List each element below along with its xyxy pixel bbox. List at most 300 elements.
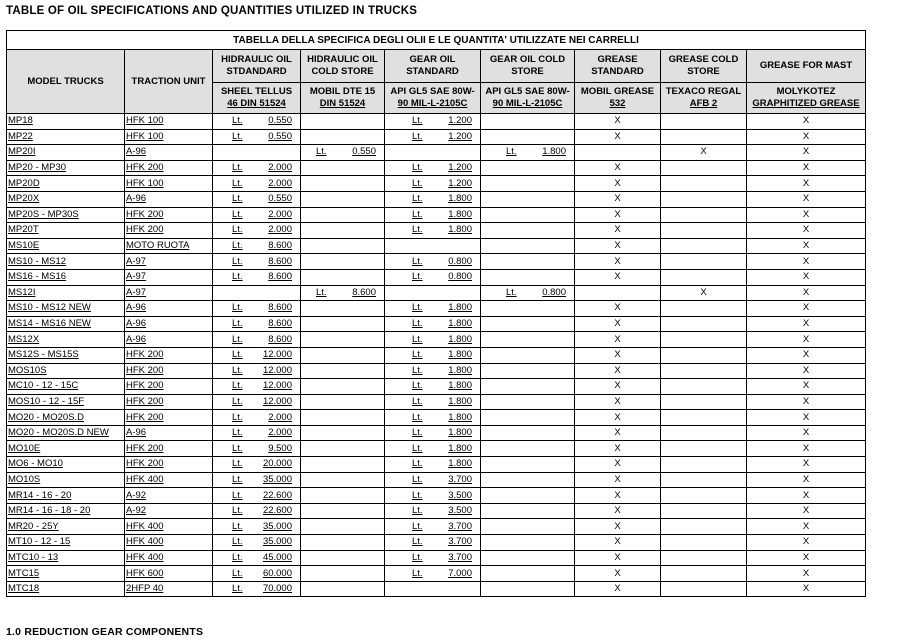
quantity-value: 0.800 xyxy=(448,255,472,267)
unit-label: Lt. xyxy=(412,427,423,439)
cell-h-std xyxy=(213,238,301,254)
table-row xyxy=(7,238,866,254)
table-row xyxy=(7,363,866,379)
header-line: 90 MIL-L-2105C xyxy=(397,98,468,109)
unit-label: Lt. xyxy=(412,333,423,345)
cell-gr-std xyxy=(575,191,661,207)
unit-label: Lt. xyxy=(232,536,243,548)
check-mark: X xyxy=(802,349,810,361)
header-col-1-title xyxy=(301,50,385,83)
header-line: STANDARD xyxy=(406,66,459,77)
cell-gr-std xyxy=(575,457,661,473)
cell-g-std xyxy=(385,457,481,473)
cell-h-std xyxy=(213,550,301,566)
cell-g-cold xyxy=(481,503,575,519)
cell-mast xyxy=(747,238,866,254)
table-row xyxy=(7,503,866,519)
quantity-value: 45.000 xyxy=(262,551,292,563)
cell-gr-cold xyxy=(661,316,747,332)
cell-g-cold xyxy=(481,301,575,317)
check-mark: X xyxy=(802,302,810,314)
cell-traction: HFK 200 xyxy=(125,394,213,410)
quantity-value: 3.700 xyxy=(448,551,472,563)
cell-gr-cold xyxy=(661,223,747,239)
cell-mast xyxy=(747,441,866,457)
cell-h-std xyxy=(213,316,301,332)
check-mark: X xyxy=(802,224,810,236)
cell-gr-cold xyxy=(661,114,747,130)
unit-label: Lt. xyxy=(506,286,517,298)
cell-mast xyxy=(747,363,866,379)
cell-mast xyxy=(747,472,866,488)
cell-g-cold xyxy=(481,254,575,270)
cell-g-cold xyxy=(481,207,575,223)
header-line: MOBIL GREASE xyxy=(580,86,655,97)
check-mark: X xyxy=(802,551,810,563)
section-title: 1.0 REDUCTION GEAR COMPONENTS xyxy=(6,626,204,638)
cell-h-std xyxy=(213,223,301,239)
table-row xyxy=(7,535,866,551)
cell-traction: A-97 xyxy=(125,269,213,285)
cell-gr-std xyxy=(575,363,661,379)
unit-label: Lt. xyxy=(506,146,517,158)
oil-spec-table xyxy=(6,30,866,597)
unit-label: Lt. xyxy=(232,489,243,501)
table-row xyxy=(7,176,866,192)
cell-h-cold xyxy=(301,519,385,535)
cell-model: MTC10 - 13 xyxy=(7,550,125,566)
cell-g-cold xyxy=(481,425,575,441)
cell-g-cold xyxy=(481,363,575,379)
quantity-value: 1.800 xyxy=(448,333,472,345)
cell-gr-cold xyxy=(661,160,747,176)
check-mark: X xyxy=(802,489,810,501)
cell-mast xyxy=(747,519,866,535)
check-mark: X xyxy=(802,162,810,174)
table-row xyxy=(7,488,866,504)
unit-label: Lt. xyxy=(412,224,423,236)
header-line: GEAR OIL xyxy=(409,54,456,65)
check-mark: X xyxy=(614,302,621,314)
cell-g-std xyxy=(385,425,481,441)
cell-h-cold xyxy=(301,129,385,145)
cell-g-cold xyxy=(481,114,575,130)
cell-mast xyxy=(747,550,866,566)
cell-mast xyxy=(747,410,866,426)
cell-mast xyxy=(747,207,866,223)
quantity-value: 1.800 xyxy=(448,318,472,330)
cell-h-std xyxy=(213,535,301,551)
cell-h-std xyxy=(213,191,301,207)
quantity-value: 1.200 xyxy=(448,162,472,174)
cell-h-std xyxy=(213,441,301,457)
header-line: 46 DIN 51524 xyxy=(227,98,286,109)
cell-gr-std xyxy=(575,129,661,145)
cell-h-std xyxy=(213,176,301,192)
table-row xyxy=(7,410,866,426)
table-row xyxy=(7,269,866,285)
cell-g-cold xyxy=(481,379,575,395)
quantity-value: 2.000 xyxy=(268,208,292,220)
cell-mast xyxy=(747,285,866,301)
check-mark: X xyxy=(614,427,621,439)
quantity-value: 1.800 xyxy=(448,302,472,314)
cell-h-std xyxy=(213,379,301,395)
cell-gr-std xyxy=(575,425,661,441)
check-mark: X xyxy=(802,427,810,439)
cell-gr-std xyxy=(575,394,661,410)
check-mark: X xyxy=(802,567,810,579)
header-line: COLD STORE xyxy=(311,66,374,77)
cell-g-cold xyxy=(481,332,575,348)
cell-gr-cold xyxy=(661,379,747,395)
unit-label: Lt. xyxy=(316,146,327,158)
table-row xyxy=(7,301,866,317)
cell-g-cold xyxy=(481,410,575,426)
table-row xyxy=(7,425,866,441)
cell-h-cold xyxy=(301,581,385,597)
check-mark: X xyxy=(802,271,810,283)
check-mark: X xyxy=(614,536,621,548)
unit-label: Lt. xyxy=(412,364,423,376)
table-row xyxy=(7,145,866,161)
unit-label: Lt. xyxy=(412,130,423,142)
cell-model: MS10E xyxy=(7,238,125,254)
quantity-value: 0.550 xyxy=(268,115,292,127)
unit-label: Lt. xyxy=(412,318,423,330)
cell-h-std xyxy=(213,114,301,130)
cell-model: MO10S xyxy=(7,472,125,488)
cell-g-cold xyxy=(481,129,575,145)
quantity-value: 1.800 xyxy=(448,364,472,376)
check-mark: X xyxy=(614,349,621,361)
cell-h-std xyxy=(213,301,301,317)
cell-g-cold xyxy=(481,441,575,457)
quantity-value: 8.600 xyxy=(268,333,292,345)
cell-model: MO20 - MO20S.D xyxy=(7,410,125,426)
cell-gr-std xyxy=(575,145,661,161)
header-col-2-title xyxy=(385,50,481,83)
cell-mast xyxy=(747,160,866,176)
header-line: GREASE FOR MAST xyxy=(759,60,853,71)
header-line: 90 MIL-L-2105C xyxy=(492,98,563,109)
header-line: SHEEL TELLUS xyxy=(220,86,293,97)
cell-g-std xyxy=(385,550,481,566)
cell-g-std xyxy=(385,145,481,161)
cell-gr-cold xyxy=(661,503,747,519)
cell-h-cold xyxy=(301,316,385,332)
quantity-value: 1.800 xyxy=(448,224,472,236)
check-mark: X xyxy=(802,286,810,298)
cell-model: MP18 xyxy=(7,114,125,130)
cell-h-std xyxy=(213,347,301,363)
cell-h-cold xyxy=(301,550,385,566)
header-model-trucks: MODEL TRUCKS xyxy=(7,50,125,114)
cell-traction: A-96 xyxy=(125,191,213,207)
cell-traction: HFK 100 xyxy=(125,129,213,145)
cell-mast xyxy=(747,535,866,551)
cell-gr-std xyxy=(575,519,661,535)
cell-gr-std xyxy=(575,410,661,426)
cell-g-std xyxy=(385,472,481,488)
check-mark: X xyxy=(802,177,810,189)
quantity-value: 0.550 xyxy=(268,130,292,142)
cell-g-std xyxy=(385,114,481,130)
cell-gr-cold xyxy=(661,145,747,161)
cell-mast xyxy=(747,379,866,395)
cell-traction: A-92 xyxy=(125,488,213,504)
check-mark: X xyxy=(802,380,810,392)
check-mark: X xyxy=(614,177,621,189)
check-mark: X xyxy=(614,162,621,174)
cell-model: MR14 - 16 - 20 xyxy=(7,488,125,504)
cell-h-cold xyxy=(301,394,385,410)
cell-h-cold xyxy=(301,238,385,254)
unit-label: Lt. xyxy=(412,349,423,361)
quantity-value: 20.000 xyxy=(262,458,292,470)
table-row xyxy=(7,332,866,348)
cell-traction: HFK 200 xyxy=(125,160,213,176)
cell-mast xyxy=(747,332,866,348)
cell-h-cold xyxy=(301,285,385,301)
header-line: MOLYKOTEZ xyxy=(776,86,836,97)
unit-label: Lt. xyxy=(412,411,423,423)
cell-mast xyxy=(747,254,866,270)
table-row xyxy=(7,566,866,582)
cell-gr-cold xyxy=(661,269,747,285)
cell-g-std xyxy=(385,129,481,145)
quantity-value: 2.000 xyxy=(268,177,292,189)
unit-label: Lt. xyxy=(232,115,243,127)
cell-h-cold xyxy=(301,114,385,130)
quantity-value: 8.600 xyxy=(352,286,376,298)
unit-label: Lt. xyxy=(412,193,423,205)
cell-h-cold xyxy=(301,379,385,395)
header-col-0-spec xyxy=(213,83,301,114)
cell-gr-cold xyxy=(661,191,747,207)
quantity-value: 12.000 xyxy=(262,380,292,392)
cell-mast xyxy=(747,301,866,317)
cell-h-std xyxy=(213,269,301,285)
check-mark: X xyxy=(614,520,621,532)
header-line: 532 xyxy=(609,98,626,109)
cell-gr-cold xyxy=(661,363,747,379)
cell-g-cold xyxy=(481,269,575,285)
cell-mast xyxy=(747,269,866,285)
check-mark: X xyxy=(802,130,810,142)
cell-model: MS12I xyxy=(7,285,125,301)
cell-g-cold xyxy=(481,238,575,254)
cell-traction: A-96 xyxy=(125,332,213,348)
cell-model: MOS10 - 12 - 15F xyxy=(7,394,125,410)
quantity-value: 1.800 xyxy=(448,380,472,392)
cell-gr-cold xyxy=(661,441,747,457)
quantity-value: 8.600 xyxy=(268,240,292,252)
cell-mast xyxy=(747,145,866,161)
quantity-value: 8.600 xyxy=(268,255,292,267)
cell-model: MS16 - MS16 xyxy=(7,269,125,285)
cell-traction: A-97 xyxy=(125,254,213,270)
header-col-0-title xyxy=(213,50,301,83)
unit-label: Lt. xyxy=(232,411,243,423)
check-mark: X xyxy=(614,271,621,283)
cell-traction: A-96 xyxy=(125,301,213,317)
check-mark: X xyxy=(614,115,621,127)
cell-gr-std xyxy=(575,160,661,176)
table-row xyxy=(7,581,866,597)
header-line: TEXACO REGAL xyxy=(665,86,742,97)
cell-model: MC10 - 12 - 15C xyxy=(7,379,125,395)
quantity-value: 1.200 xyxy=(448,115,472,127)
quantity-value: 1.200 xyxy=(448,130,472,142)
cell-model: MO10E xyxy=(7,441,125,457)
cell-h-cold xyxy=(301,425,385,441)
header-col-4-title xyxy=(575,50,661,83)
cell-traction: A-96 xyxy=(125,316,213,332)
cell-h-std xyxy=(213,472,301,488)
check-mark: X xyxy=(700,286,707,298)
cell-gr-std xyxy=(575,566,661,582)
cell-g-std xyxy=(385,238,481,254)
header-line: AFB 2 xyxy=(689,98,718,109)
check-mark: X xyxy=(802,364,810,376)
cell-h-cold xyxy=(301,535,385,551)
unit-label: Lt. xyxy=(412,395,423,407)
cell-h-std xyxy=(213,425,301,441)
cell-mast xyxy=(747,114,866,130)
cell-traction: HFK 400 xyxy=(125,550,213,566)
quantity-value: 2.000 xyxy=(268,411,292,423)
header-line: GRAPHITIZED GREASE xyxy=(752,98,860,109)
quantity-value: 1.800 xyxy=(542,146,566,158)
check-mark: X xyxy=(802,240,810,252)
cell-g-std xyxy=(385,566,481,582)
check-mark: X xyxy=(802,193,810,205)
check-mark: X xyxy=(614,551,621,563)
table-banner: TABELLA DELLA SPECIFICA DEGLI OLII E LE QUANTITA' UTILIZZATE NEI CARRELLI xyxy=(7,31,866,50)
cell-h-cold xyxy=(301,472,385,488)
cell-gr-std xyxy=(575,347,661,363)
unit-label: Lt. xyxy=(232,193,243,205)
cell-h-cold xyxy=(301,223,385,239)
header-line: API GL5 SAE 80W- xyxy=(390,86,475,97)
cell-model: MO20 - MO20S.D NEW xyxy=(7,425,125,441)
check-mark: X xyxy=(802,473,810,485)
cell-h-std xyxy=(213,332,301,348)
cell-traction: HFK 400 xyxy=(125,535,213,551)
quantity-value: 2.000 xyxy=(268,162,292,174)
cell-gr-std xyxy=(575,301,661,317)
cell-h-std xyxy=(213,488,301,504)
cell-h-cold xyxy=(301,207,385,223)
cell-h-cold xyxy=(301,301,385,317)
cell-gr-std xyxy=(575,581,661,597)
cell-h-std xyxy=(213,457,301,473)
cell-model: MOS10S xyxy=(7,363,125,379)
cell-g-cold xyxy=(481,457,575,473)
cell-h-cold xyxy=(301,176,385,192)
cell-traction: A-92 xyxy=(125,503,213,519)
unit-label: Lt. xyxy=(232,271,243,283)
cell-h-cold xyxy=(301,269,385,285)
check-mark: X xyxy=(614,489,621,501)
check-mark: X xyxy=(614,208,621,220)
check-mark: X xyxy=(802,395,810,407)
check-mark: X xyxy=(802,458,810,470)
unit-label: Lt. xyxy=(232,208,243,220)
check-mark: X xyxy=(614,130,621,142)
quantity-value: 7.000 xyxy=(448,567,472,579)
cell-traction: HFK 100 xyxy=(125,176,213,192)
cell-g-cold xyxy=(481,347,575,363)
unit-label: Lt. xyxy=(232,240,243,252)
quantity-value: 22.600 xyxy=(262,505,292,517)
unit-label: Lt. xyxy=(232,551,243,563)
cell-g-std xyxy=(385,394,481,410)
cell-g-std xyxy=(385,581,481,597)
cell-g-cold xyxy=(481,394,575,410)
quantity-value: 12.000 xyxy=(262,364,292,376)
cell-traction: HFK 600 xyxy=(125,566,213,582)
check-mark: X xyxy=(802,583,810,595)
cell-h-std xyxy=(213,519,301,535)
cell-g-cold xyxy=(481,550,575,566)
table-row xyxy=(7,379,866,395)
unit-label: Lt. xyxy=(412,162,423,174)
cell-h-std xyxy=(213,129,301,145)
cell-mast xyxy=(747,347,866,363)
cell-h-std xyxy=(213,503,301,519)
cell-gr-std xyxy=(575,379,661,395)
cell-gr-cold xyxy=(661,488,747,504)
unit-label: Lt. xyxy=(232,333,243,345)
cell-mast xyxy=(747,581,866,597)
cell-h-cold xyxy=(301,145,385,161)
cell-g-cold xyxy=(481,519,575,535)
cell-g-std xyxy=(385,301,481,317)
check-mark: X xyxy=(614,458,621,470)
cell-h-std xyxy=(213,394,301,410)
quantity-value: 9.500 xyxy=(268,442,292,454)
cell-g-cold xyxy=(481,566,575,582)
cell-model: MS12X xyxy=(7,332,125,348)
check-mark: X xyxy=(614,364,621,376)
cell-h-cold xyxy=(301,441,385,457)
table-row xyxy=(7,223,866,239)
header-line: DIN 51524 xyxy=(319,98,366,109)
unit-label: Lt. xyxy=(232,162,243,174)
cell-gr-std xyxy=(575,269,661,285)
check-mark: X xyxy=(802,146,810,158)
unit-label: Lt. xyxy=(232,255,243,267)
check-mark: X xyxy=(614,411,621,423)
check-mark: X xyxy=(614,255,621,267)
cell-mast xyxy=(747,129,866,145)
unit-label: Lt. xyxy=(232,505,243,517)
cell-gr-cold xyxy=(661,457,747,473)
cell-g-cold xyxy=(481,223,575,239)
quantity-value: 2.000 xyxy=(268,224,292,236)
cell-h-cold xyxy=(301,503,385,519)
header-col-5-title xyxy=(661,50,747,83)
cell-traction: A-96 xyxy=(125,425,213,441)
check-mark: X xyxy=(802,411,810,423)
cell-gr-std xyxy=(575,114,661,130)
cell-gr-cold xyxy=(661,238,747,254)
cell-gr-cold xyxy=(661,347,747,363)
unit-label: Lt. xyxy=(412,208,423,220)
unit-label: Lt. xyxy=(232,364,243,376)
